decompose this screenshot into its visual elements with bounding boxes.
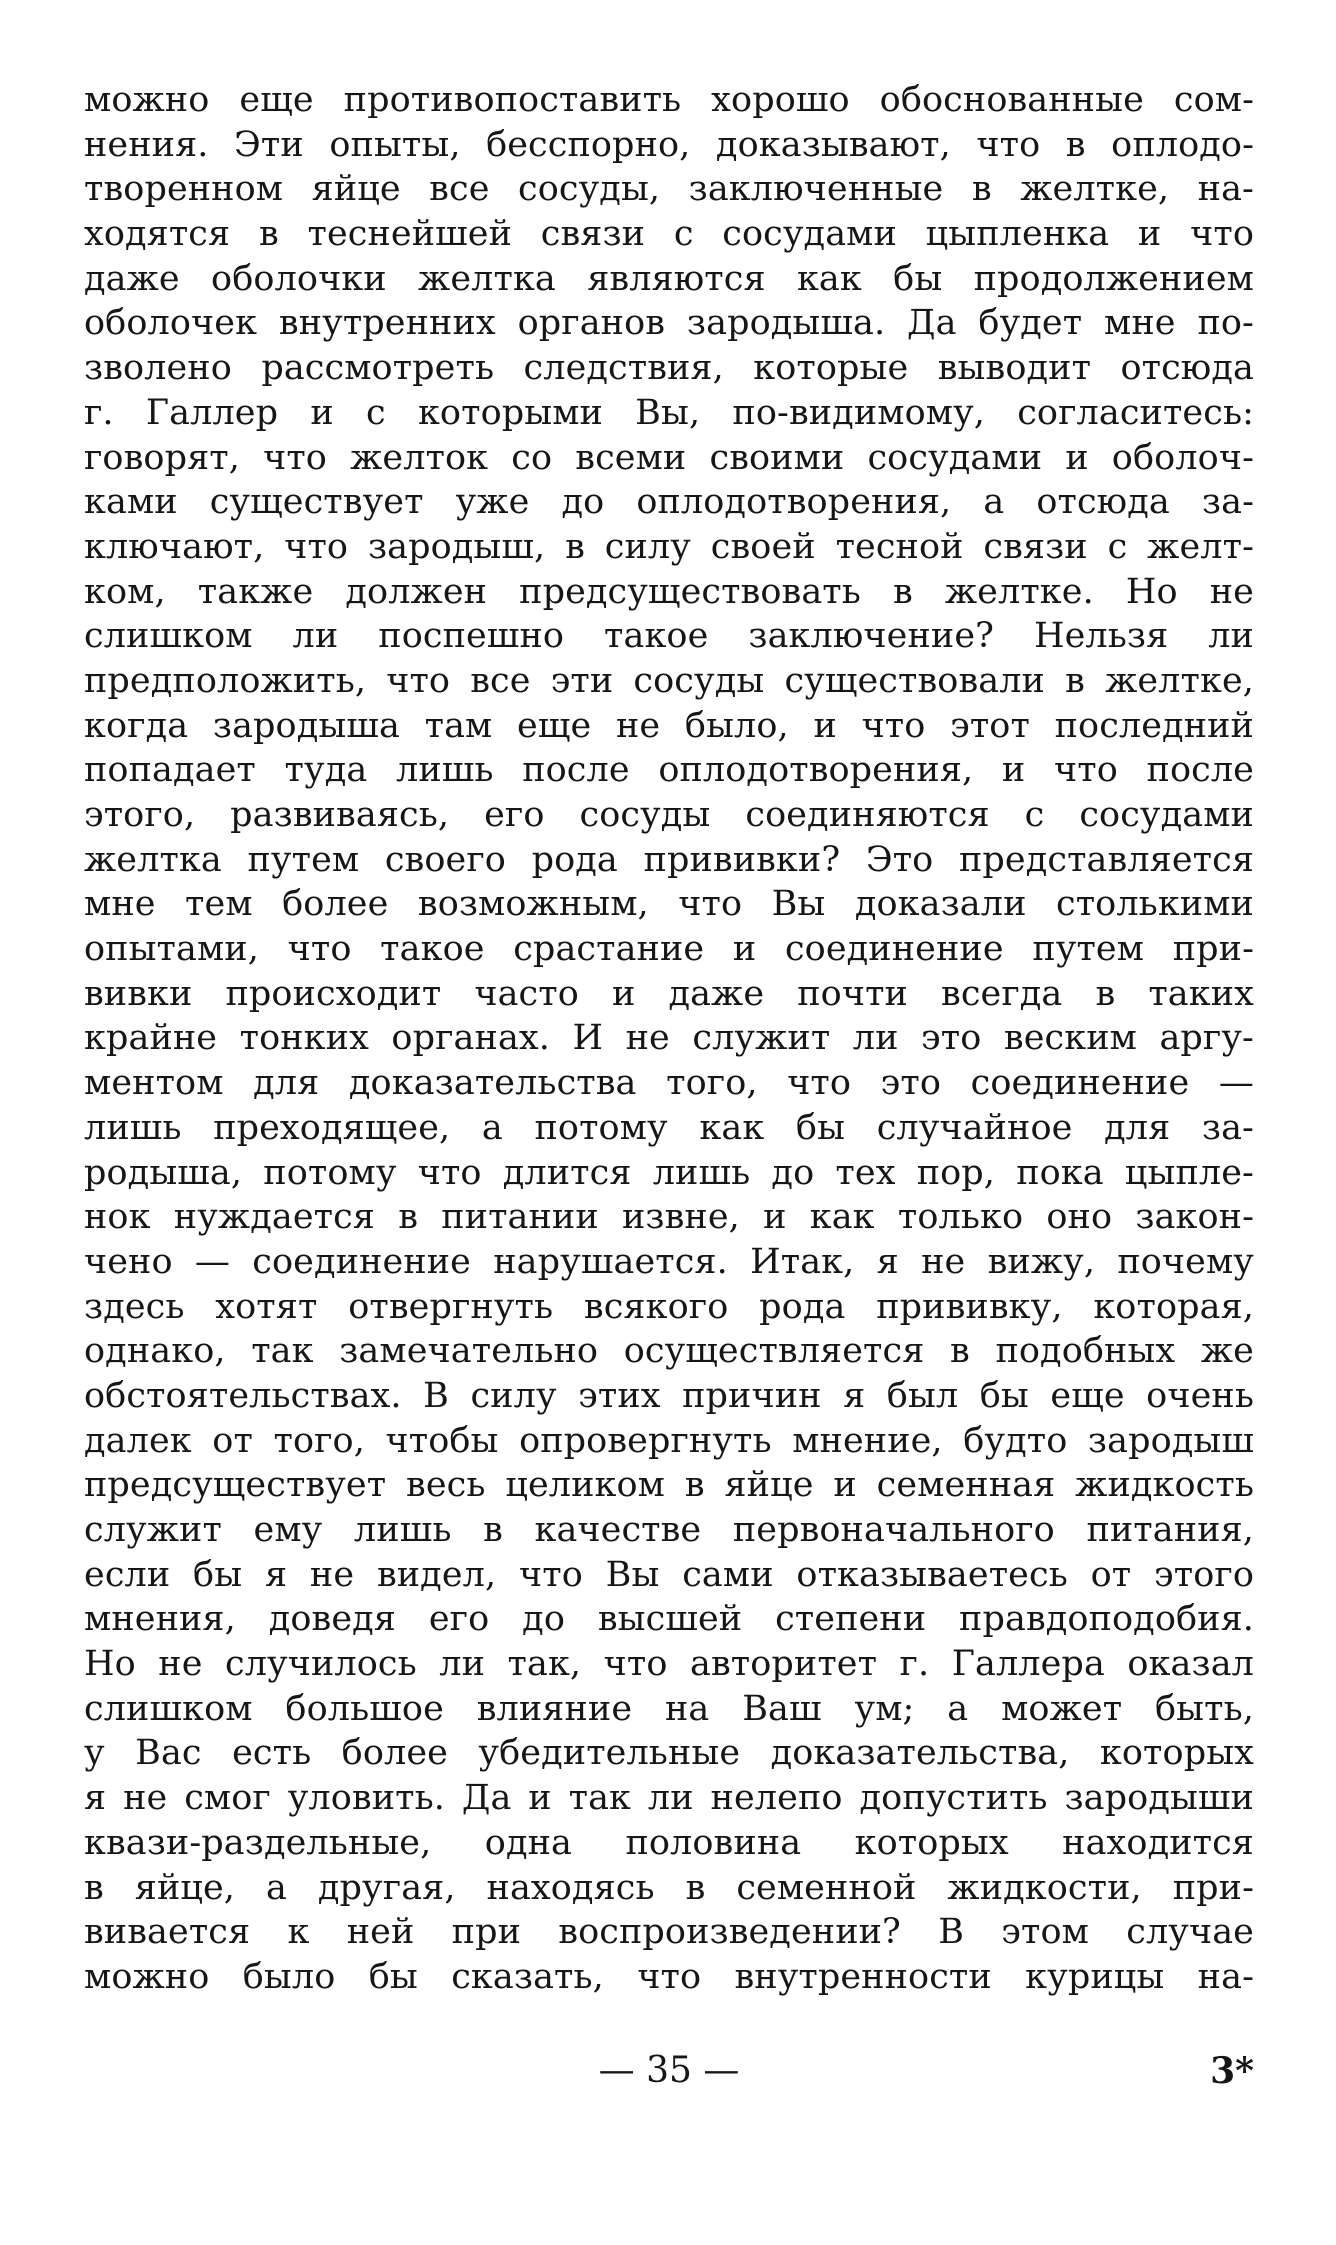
text-line: ментом для доказательства того, что это соединение —	[84, 1063, 1254, 1104]
text-line: ходятся в теснейшей связи с сосудами цыпленка и что	[84, 214, 1254, 255]
text-line: можно было бы сказать, что внутренности курицы на-	[84, 1956, 1254, 1997]
text-line: здесь хотят отвергнуть всякого рода прививку, которая,	[84, 1286, 1254, 1327]
signature-mark: 3*	[1210, 2050, 1254, 2092]
text-line: этого, развиваясь, его сосуды соединяются с сосудами	[84, 795, 1254, 835]
text-line: вивки происходит часто и даже почти всегда в таких	[84, 973, 1254, 1014]
page-footer	[84, 2050, 1254, 2100]
text-line: слишком большое влияние на Ваш ум; а может быть,	[84, 1688, 1254, 1729]
text-line: зволено рассмотреть следствия, которые выводит отсюда	[84, 348, 1254, 389]
text-line: нок нуждается в питании извне, и как только оно закон-	[84, 1197, 1254, 1238]
text-line: у Вас есть более убедительные доказательства, которых	[84, 1733, 1254, 1774]
text-line: мнения, доведя его до высшей степени правдоподобия.	[84, 1599, 1254, 1640]
text-line: однако, так замечательно осуществляется в подобных же	[84, 1331, 1254, 1372]
text-line: я не смог уловить. Да и так ли нелепо допустить зародыши	[84, 1778, 1254, 1819]
text-line: предположить, что все эти сосуды существовали в желтке,	[84, 660, 1254, 701]
text-line: если бы я не видел, что Вы сами отказываетесь от этого	[84, 1554, 1254, 1595]
text-line: ком, также должен предсуществовать в желтке. Но не	[84, 571, 1254, 612]
text-line: крайне тонких органах. И не служит ли это веским аргу-	[84, 1018, 1254, 1059]
text-line: даже оболочки желтка являются как бы продолжением	[84, 258, 1254, 299]
text-line: оболочек внутренних органов зародыша. Да будет мне по-	[84, 303, 1254, 344]
text-line: родыша, потому что длится лишь до тех пор, пока цыпле-	[84, 1152, 1254, 1193]
text-line: творенном яйце все сосуды, заключенные в желтке, на-	[84, 169, 1254, 210]
text-line: вивается к ней при воспроизведении? В этом случае	[84, 1912, 1254, 1953]
page-body	[84, 78, 1254, 2000]
text-line: лишь преходящее, а потому как бы случайное для за-	[84, 1107, 1254, 1148]
text-line: нения. Эти опыты, бесспорно, доказывают, что в оплодо-	[84, 124, 1254, 165]
text-line: далек от того, чтобы опровергнуть мнение, будто зародыш	[84, 1420, 1254, 1461]
text-line: слишком ли поспешно такое заключение? Нельзя ли	[84, 616, 1254, 657]
text-line: мне тем более возможным, что Вы доказали столькими	[84, 884, 1254, 925]
text-line: желтка путем своего рода прививки? Это представляется	[84, 839, 1254, 880]
text-line: г. Галлер и с которыми Вы, по-видимому, согласитесь:	[84, 392, 1254, 433]
text-line: служит ему лишь в качестве первоначального питания,	[84, 1510, 1254, 1550]
text-line: квази-раздельные, одна половина которых находится	[84, 1822, 1254, 1863]
text-line: когда зародыша там еще не было, и что этот последний	[84, 705, 1254, 746]
text-line: обстоятельствах. В силу этих причин я был бы еще очень	[84, 1375, 1254, 1416]
text-line: предсуществует весь целиком в яйце и семенная жидкость	[84, 1465, 1254, 1506]
text-line: ками существует уже до оплодотворения, а отсюда за-	[84, 482, 1254, 523]
text-line: можно еще противопоставить хорошо обоснованные сом-	[84, 80, 1254, 120]
page-number: — 35 —	[598, 2050, 740, 2091]
text-line: опытами, что такое срастание и соединение путем при-	[84, 929, 1254, 970]
text-line: Но не случилось ли так, что авторитет г. Галлера оказал	[84, 1644, 1254, 1685]
text-line: чено — соединение нарушается. Итак, я не вижу, почему	[84, 1241, 1254, 1282]
text-line: говорят, что желток со всеми своими сосудами и оболоч-	[84, 437, 1254, 478]
text-line: в яйце, а другая, находясь в семенной жидкости, при-	[84, 1867, 1254, 1908]
text-line: попадает туда лишь после оплодотворения, и что после	[84, 750, 1254, 791]
text-line: ключают, что зародыш, в силу своей тесной связи с желт-	[84, 526, 1254, 567]
